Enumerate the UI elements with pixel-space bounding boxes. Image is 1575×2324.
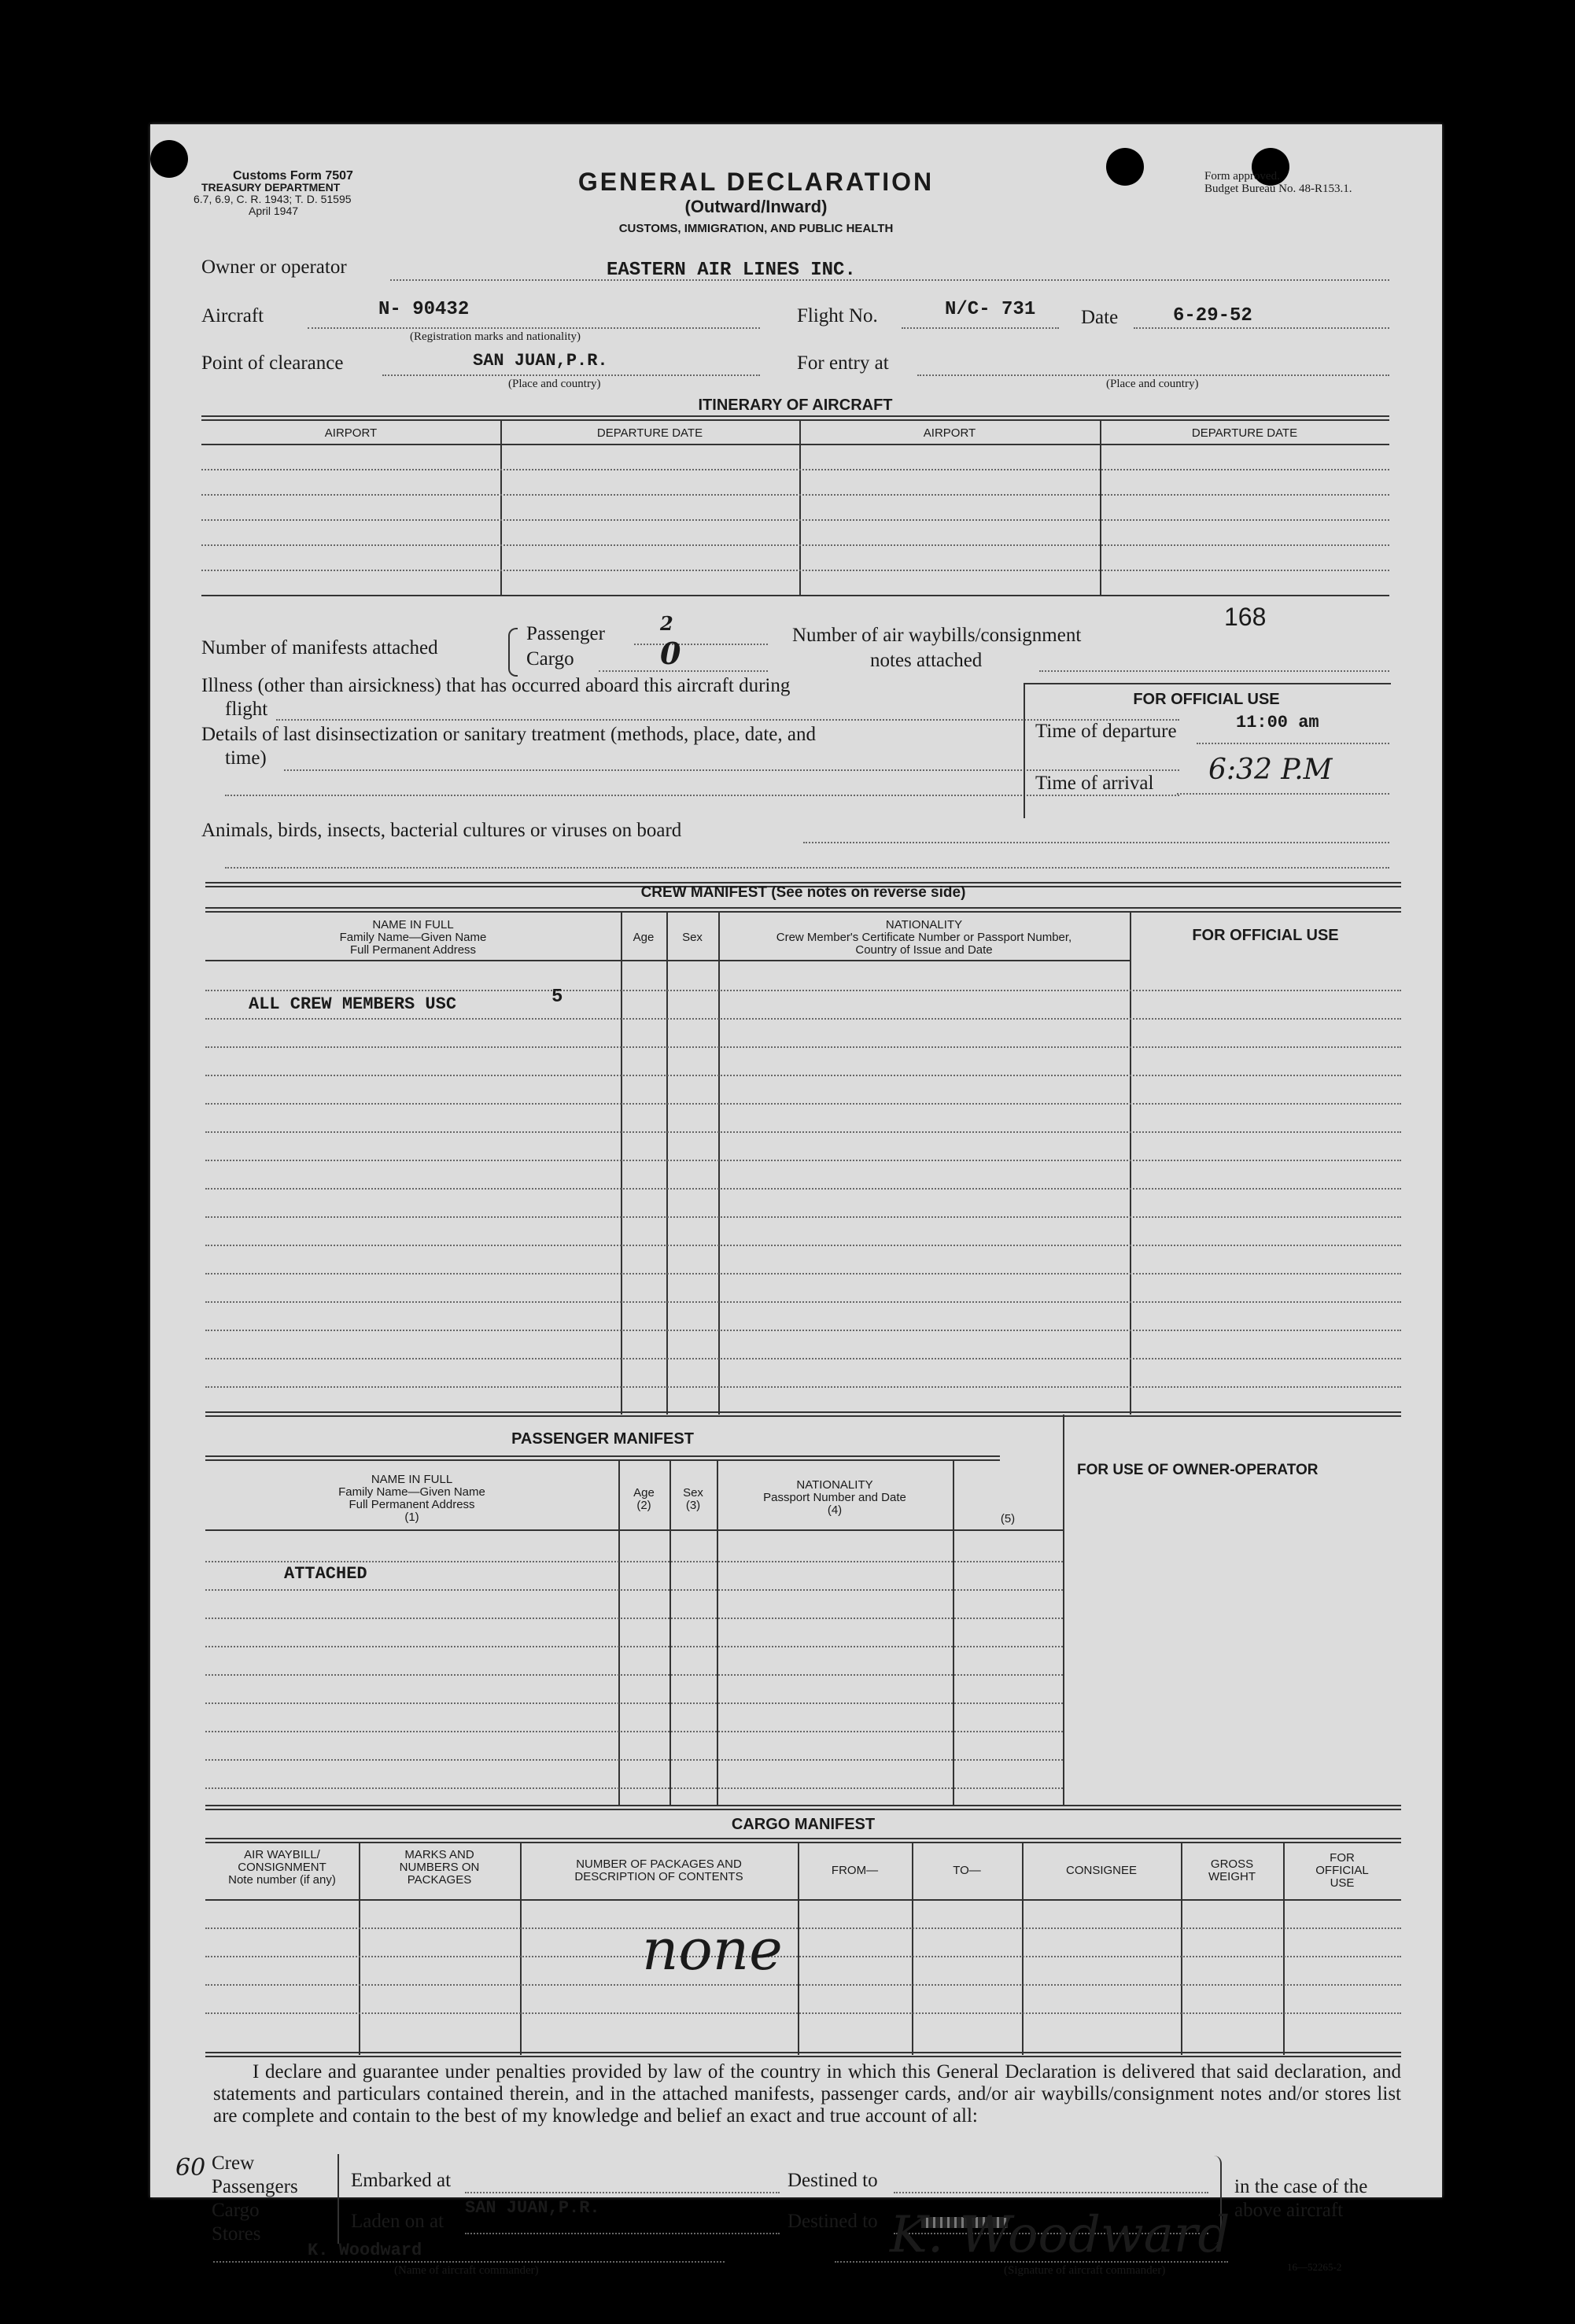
cargo-manifest-underline xyxy=(599,670,768,672)
entry-note: (Place and country) xyxy=(1106,378,1199,390)
passenger-col-nationality-line: NATIONALITY xyxy=(796,1478,873,1492)
destined-label: Destined to xyxy=(788,2211,878,2232)
itinerary-col-header: DEPARTURE DATE xyxy=(596,426,703,440)
approval-line: Form approved. xyxy=(1204,170,1280,183)
form-id-line: April 1947 xyxy=(249,205,299,217)
cargo-col-marks-line: PACKAGES xyxy=(407,1873,472,1887)
aircraft-value: N- 90432 xyxy=(378,299,470,320)
crew-row-line xyxy=(205,1330,1401,1331)
cargo-entry: none xyxy=(642,1916,783,1983)
passenger-col-age-line: Age xyxy=(633,1486,655,1500)
crew-row-line xyxy=(205,1301,1401,1303)
cargo-title-rule xyxy=(205,1838,1401,1843)
crew-col-name-line: Full Permanent Address xyxy=(349,943,477,957)
itinerary-row-line xyxy=(201,519,1389,521)
cargo-col-marks xyxy=(359,1849,520,1887)
passengers-option: Passengers xyxy=(212,2176,298,2197)
date-label: Date xyxy=(1081,307,1119,328)
cargo-col-packages-line: DESCRIPTION OF CONTENTS xyxy=(574,1870,743,1883)
cargo-col-waybill xyxy=(205,1849,359,1887)
crew-col-name-line: Family Name—Given Name xyxy=(339,931,487,944)
crew-row-line xyxy=(205,1046,1401,1048)
stores-option: Stores xyxy=(212,2223,261,2245)
crew-col-divider xyxy=(666,911,668,1415)
crew-col-divider xyxy=(718,911,720,1415)
passenger-row-line xyxy=(205,1731,1063,1732)
animals-label: Animals, birds, insects, bacterial cultures or viruses on board xyxy=(201,820,682,841)
passenger-col-name-line: Family Name—Given Name xyxy=(338,1485,485,1499)
itinerary-row-line xyxy=(201,494,1389,496)
crew-row-line xyxy=(205,1386,1401,1388)
crew-row-line xyxy=(205,1273,1401,1275)
crew-col-sex: Sex xyxy=(682,931,703,944)
cargo-row-line xyxy=(205,1956,1401,1957)
crew-col-age: Age xyxy=(633,931,655,944)
punch-hole xyxy=(150,140,188,178)
cargo-col-gross-line: GROSS xyxy=(1210,1857,1254,1871)
manifests-bracket xyxy=(508,628,518,677)
flight-value: N/C- 731 xyxy=(945,299,1036,320)
itinerary-col-divider xyxy=(1100,420,1101,595)
destined-label: Destined to xyxy=(788,2170,878,2191)
commander-signature: K. Woodward xyxy=(890,2206,1230,2264)
crew-bottom-rule xyxy=(205,1411,1401,1417)
cargo-col-waybill-line: AIR WAYBILL/ xyxy=(244,1848,320,1861)
options-divider xyxy=(338,2154,339,2244)
agencies: CUSTOMS, IMMIGRATION, AND PUBLIC HEALTH xyxy=(618,222,894,235)
crew-row-line xyxy=(205,1358,1401,1359)
passenger-col-5: (5) xyxy=(1000,1512,1016,1525)
cargo-title: CARGO MANIFEST xyxy=(731,1816,876,1833)
passenger-col-name-line: (1) xyxy=(404,1511,419,1524)
illness-label: flight xyxy=(225,699,268,720)
waybills-label: notes attached xyxy=(870,650,983,671)
cargo-col-marks-line: NUMBERS ON xyxy=(399,1861,480,1874)
passenger-col-sex-line: (3) xyxy=(685,1499,701,1512)
crew-row-line xyxy=(205,1075,1401,1076)
crew-col-nationality xyxy=(718,919,1130,957)
disinsect-label: Details of last disinsectization or sanitary treatment (methods, place, date, and xyxy=(201,724,816,745)
illness-label: Illness (other than airsickness) that has occurred aboard this aircraft during xyxy=(201,675,791,696)
cargo-row-line xyxy=(205,1984,1401,1986)
form-id-line: TREASURY DEPARTMENT xyxy=(201,181,341,194)
owner-label: Owner or operator xyxy=(201,256,347,278)
crew-col-nationality-line: NATIONALITY xyxy=(885,918,963,931)
cargo-col-marks-line: MARKS AND xyxy=(404,1848,474,1861)
commander-name-underline xyxy=(213,2261,725,2263)
cargo-col-waybill-line: CONSIGNMENT xyxy=(238,1861,326,1874)
crew-col-divider xyxy=(621,911,622,1415)
passenger-row-line xyxy=(205,1702,1063,1704)
crew-entry-count: 5 xyxy=(551,987,563,1008)
cargo-col-gross xyxy=(1181,1858,1283,1883)
waybills-label: Number of air waybills/consignment xyxy=(792,625,1082,646)
signature-underline xyxy=(835,2261,1228,2263)
cargo-col-consignee: CONSIGNEE xyxy=(1065,1864,1137,1877)
passenger-row-line xyxy=(205,1646,1063,1647)
margin-mark: 60 xyxy=(175,2154,206,2182)
crew-header-rule xyxy=(205,960,1130,961)
official-use-title: FOR OFFICIAL USE xyxy=(1133,691,1280,708)
arrival-label: Time of arrival xyxy=(1035,773,1154,794)
aircraft-label: Aircraft xyxy=(201,305,264,326)
flight-label: Flight No. xyxy=(797,305,878,326)
itinerary-row-line xyxy=(201,469,1389,470)
itinerary-bottom-rule xyxy=(201,595,1389,596)
cargo-col-packages xyxy=(520,1858,798,1883)
itinerary-col-header: DEPARTURE DATE xyxy=(1191,426,1298,440)
crew-title-rule xyxy=(205,907,1401,913)
passenger-row-line xyxy=(205,1618,1063,1619)
declaration-text: I declare and guarantee under penalties provided by law of the country in which this General Declaration is delivered that said declaration, and statements and particulars contained therein, and in the attached manifests, passenger cards, and/or air waybills/consignment notes and/or stores list are complete and contain to the best of my knowledge and belief an exact and true account of all: xyxy=(213,2061,1401,2127)
itinerary-header-rule xyxy=(201,444,1389,445)
crew-entry-name: ALL CREW MEMBERS USC xyxy=(249,994,457,1014)
passenger-col-divider xyxy=(1063,1415,1064,1805)
passenger-col-sex xyxy=(669,1487,717,1512)
manifests-label: Number of manifests attached xyxy=(201,637,438,658)
cargo-col-official-line: FOR xyxy=(1330,1851,1355,1865)
flight-underline xyxy=(902,327,1059,329)
punch-hole xyxy=(1106,148,1144,186)
passenger-row-line xyxy=(205,1561,1063,1562)
itinerary-row-line xyxy=(201,570,1389,571)
passenger-header-rule xyxy=(205,1529,1063,1531)
crew-col-nationality-line: Crew Member's Certificate Number or Passport Number, xyxy=(776,931,1072,944)
arrival-value: 6:32 P.M xyxy=(1208,754,1333,786)
cargo-col-official xyxy=(1283,1852,1401,1890)
page-title: GENERAL DECLARATION xyxy=(577,168,935,196)
cargo-col-official-line: USE xyxy=(1330,1876,1355,1890)
itinerary-col-header: AIRPORT xyxy=(923,426,976,440)
commander-name: K. Woodward xyxy=(308,2241,422,2260)
date-underline xyxy=(1134,327,1389,329)
waybills-value: 168 xyxy=(1224,603,1267,631)
entry-label: For entry at xyxy=(797,352,889,374)
crew-row-line xyxy=(205,1160,1401,1161)
passenger-col-sex-line: Sex xyxy=(683,1486,703,1500)
in-case-label: in the case of the xyxy=(1234,2176,1368,2197)
approval-line: Budget Bureau No. 48-R153.1. xyxy=(1204,183,1352,195)
clearance-note: (Place and country) xyxy=(508,378,601,390)
cargo-bottom-rule xyxy=(205,2052,1401,2057)
laden-underline xyxy=(465,2233,780,2234)
cargo-col-packages-line: NUMBER OF PACKAGES AND xyxy=(576,1857,742,1871)
passenger-col-age xyxy=(618,1487,669,1512)
crew-col-nationality-line: Country of Issue and Date xyxy=(855,943,993,957)
clearance-underline xyxy=(382,374,760,376)
animals-underline xyxy=(803,842,1389,843)
form-id-line: 6.7, 6.9, C. R. 1943; T. D. 51595 xyxy=(194,193,352,205)
passenger-entry: ATTACHED xyxy=(284,1564,367,1584)
passenger-row-line xyxy=(205,1589,1063,1591)
itinerary-row-line xyxy=(201,544,1389,546)
arrival-underline xyxy=(1177,793,1389,795)
clearance-value: SAN JUAN,P.R. xyxy=(473,351,608,371)
crew-col-name xyxy=(205,919,621,957)
crew-row-line xyxy=(205,1188,1401,1190)
cargo-manifest-label: Cargo xyxy=(526,648,574,670)
embarked-underline xyxy=(465,2192,780,2193)
crew-row-line xyxy=(205,1018,1401,1020)
passenger-col-nationality-line: (4) xyxy=(827,1503,843,1517)
passenger-row-line xyxy=(205,1674,1063,1676)
passenger-col-name xyxy=(205,1474,618,1524)
cargo-row-line xyxy=(205,2012,1401,2014)
declaration-form xyxy=(150,124,1442,2277)
destined-underline xyxy=(894,2192,1208,2193)
aircraft-note: (Registration marks and nationality) xyxy=(410,330,581,343)
departure-underline xyxy=(1197,743,1389,744)
laden-value: SAN JUAN,P.R. xyxy=(465,2198,600,2218)
waybills-underline xyxy=(1039,670,1389,672)
passenger-manifest-label: Passenger xyxy=(526,623,605,644)
passenger-title: PASSENGER MANIFEST xyxy=(511,1430,694,1448)
itinerary-title: ITINERARY OF AIRCRAFT xyxy=(698,397,893,414)
print-code: 16—52265-2 xyxy=(1287,2261,1342,2273)
crew-col-divider xyxy=(1130,911,1131,1415)
crew-title: CREW MANIFEST (See notes on reverse side) xyxy=(640,884,966,901)
cargo-option: Cargo xyxy=(212,2200,260,2221)
crew-row-line xyxy=(205,1216,1401,1218)
owner-value: EASTERN AIR LINES INC. xyxy=(607,260,856,281)
itinerary-top-rule xyxy=(201,415,1389,421)
approval-note xyxy=(1204,170,1440,195)
form-id-line: Customs Form 7507 xyxy=(233,169,353,183)
cargo-col-from: FROM— xyxy=(831,1864,879,1877)
owner-operator-use: FOR USE OF OWNER-OPERATOR xyxy=(1077,1462,1319,1478)
crew-row-line xyxy=(205,1103,1401,1105)
commander-name-label: (Name of aircraft commander) xyxy=(394,2264,539,2277)
in-case-label: above aircraft xyxy=(1234,2200,1344,2221)
passenger-title-rule xyxy=(205,1455,1000,1461)
date-value: 6-29-52 xyxy=(1173,305,1252,326)
crew-row-line xyxy=(205,990,1401,991)
aircraft-underline xyxy=(308,327,760,329)
crew-row-line xyxy=(205,1245,1401,1246)
passenger-manifest-underline xyxy=(634,644,768,645)
departure-label: Time of departure xyxy=(1035,721,1177,742)
departure-value: 11:00 am xyxy=(1236,713,1319,732)
passenger-row-line xyxy=(205,1787,1063,1789)
clearance-label: Point of clearance xyxy=(201,352,344,374)
form-id xyxy=(194,170,398,217)
cargo-col-official-line: OFFICIAL xyxy=(1315,1864,1369,1877)
cargo-col-waybill-line: Note number (if any) xyxy=(228,1873,336,1887)
itinerary-col-divider xyxy=(799,420,801,595)
passenger-manifest-value: 2 xyxy=(660,612,673,635)
passenger-row-line xyxy=(205,1759,1063,1761)
itinerary-col-divider xyxy=(500,420,502,595)
passenger-col-nationality-line: Passport Number and Date xyxy=(763,1491,906,1504)
signature-label: (Signature of aircraft commander) xyxy=(1004,2264,1166,2277)
page-subtitle: (Outward/Inward) xyxy=(684,197,828,216)
cargo-manifest-value: 0 xyxy=(660,636,681,671)
passenger-col-name-line: Full Permanent Address xyxy=(349,1498,475,1511)
animals-underline xyxy=(225,867,1389,869)
cargo-top-rule xyxy=(205,1805,1401,1810)
cargo-col-to: TO— xyxy=(953,1864,981,1877)
entry-underline xyxy=(917,374,1389,376)
passenger-col-name-line: NAME IN FULL xyxy=(371,1473,453,1486)
passenger-col-divider xyxy=(953,1460,954,1805)
itinerary-col-header: AIRPORT xyxy=(324,426,378,440)
cargo-col-gross-line: WEIGHT xyxy=(1208,1870,1256,1883)
crew-col-name-line: NAME IN FULL xyxy=(372,918,454,931)
cargo-row-line xyxy=(205,1927,1401,1929)
laden-label: Laden on at xyxy=(351,2211,444,2232)
crew-col-official: FOR OFFICIAL USE xyxy=(1192,927,1339,944)
cargo-header-rule xyxy=(205,1899,1401,1901)
passenger-col-nationality xyxy=(717,1479,953,1517)
passenger-col-age-line: (2) xyxy=(636,1499,651,1512)
embarked-label: Embarked at xyxy=(351,2170,452,2191)
owner-underline xyxy=(390,279,1389,281)
form-title-block xyxy=(504,168,1008,235)
disinsect-label: time) xyxy=(225,747,267,769)
crew-row-line xyxy=(205,1131,1401,1133)
crew-option: Crew xyxy=(212,2152,255,2174)
